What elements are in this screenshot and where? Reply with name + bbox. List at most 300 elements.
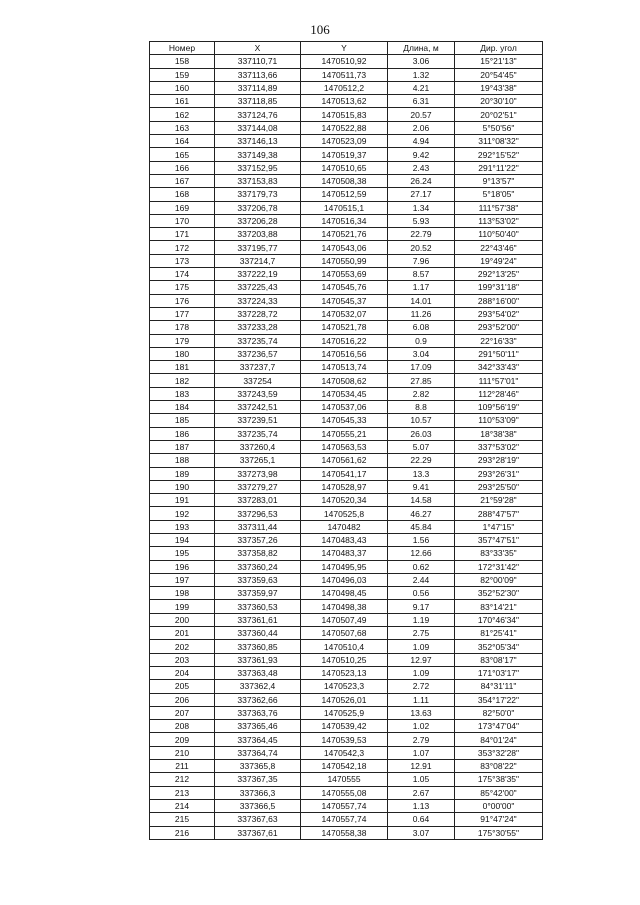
- cell-direction-angle: 83°33'35": [455, 547, 543, 560]
- cell-number: 200: [150, 613, 215, 626]
- cell-x: 337225,43: [215, 281, 301, 294]
- cell-number: 198: [150, 587, 215, 600]
- table-row: [150, 294, 543, 307]
- cell-length: 10.57: [388, 414, 455, 427]
- table-row: [150, 440, 543, 453]
- cell-number: 196: [150, 560, 215, 573]
- cell-number: 182: [150, 374, 215, 387]
- cell-y: 1470537,06: [301, 401, 388, 414]
- table-row: [150, 174, 543, 187]
- cell-x: 337206,28: [215, 214, 301, 227]
- cell-y: 1470507,49: [301, 613, 388, 626]
- cell-x: 337228,72: [215, 307, 301, 320]
- cell-number: 205: [150, 680, 215, 693]
- cell-x: 337367,63: [215, 813, 301, 826]
- cell-direction-angle: 83°14'21": [455, 600, 543, 613]
- cell-x: 337367,61: [215, 826, 301, 839]
- cell-direction-angle: 354°17'22": [455, 693, 543, 706]
- table-row: [150, 414, 543, 427]
- cell-y: 1470495,95: [301, 560, 388, 573]
- cell-number: 168: [150, 188, 215, 201]
- cell-y: 1470496,03: [301, 573, 388, 586]
- cell-x: 337254: [215, 374, 301, 387]
- cell-number: 169: [150, 201, 215, 214]
- cell-direction-angle: 175°30'55": [455, 826, 543, 839]
- cell-number: 173: [150, 254, 215, 267]
- cell-length: 20.57: [388, 108, 455, 121]
- table-row: [150, 148, 543, 161]
- cell-y: 1470512,2: [301, 81, 388, 94]
- cell-direction-angle: 15°21'13": [455, 55, 543, 68]
- cell-number: 209: [150, 733, 215, 746]
- cell-x: 337362,4: [215, 680, 301, 693]
- table-row: [150, 826, 543, 839]
- cell-x: 337283,01: [215, 494, 301, 507]
- cell-y: 1470483,37: [301, 547, 388, 560]
- cell-direction-angle: 85°42'00": [455, 786, 543, 799]
- cell-number: 175: [150, 281, 215, 294]
- cell-y: 1470520,34: [301, 494, 388, 507]
- cell-direction-angle: 5°18'05": [455, 188, 543, 201]
- cell-number: 215: [150, 813, 215, 826]
- cell-number: 189: [150, 467, 215, 480]
- table-row: [150, 334, 543, 347]
- cell-x: 337364,45: [215, 733, 301, 746]
- cell-number: 203: [150, 653, 215, 666]
- table-row: [150, 254, 543, 267]
- table-row: [150, 387, 543, 400]
- cell-length: 8.8: [388, 401, 455, 414]
- cell-number: 184: [150, 401, 215, 414]
- cell-number: 188: [150, 454, 215, 467]
- cell-length: 9.17: [388, 600, 455, 613]
- cell-length: 1.07: [388, 746, 455, 759]
- cell-y: 1470541,17: [301, 467, 388, 480]
- cell-y: 1470553,69: [301, 268, 388, 281]
- cell-x: 337149,38: [215, 148, 301, 161]
- cell-y: 1470498,45: [301, 587, 388, 600]
- cell-length: 1.02: [388, 720, 455, 733]
- cell-x: 337361,93: [215, 653, 301, 666]
- cell-number: 167: [150, 174, 215, 187]
- coordinates-table: [149, 41, 543, 840]
- table-header: [150, 42, 543, 55]
- cell-length: 2.67: [388, 786, 455, 799]
- cell-y: 1470543,06: [301, 241, 388, 254]
- cell-direction-angle: 22°16'33": [455, 334, 543, 347]
- cell-number: 216: [150, 826, 215, 839]
- cell-x: 337357,26: [215, 533, 301, 546]
- table-row: [150, 201, 543, 214]
- table-row: [150, 480, 543, 493]
- table-row: [150, 161, 543, 174]
- cell-y: 1470510,4: [301, 640, 388, 653]
- cell-x: 337359,97: [215, 587, 301, 600]
- cell-y: 1470563,53: [301, 440, 388, 453]
- cell-x: 337366,3: [215, 786, 301, 799]
- table-row: [150, 81, 543, 94]
- cell-y: 1470525,9: [301, 706, 388, 719]
- table-row: [150, 347, 543, 360]
- cell-number: 180: [150, 347, 215, 360]
- cell-y: 1470519,37: [301, 148, 388, 161]
- cell-y: 1470558,38: [301, 826, 388, 839]
- cell-x: 337239,51: [215, 414, 301, 427]
- cell-number: 212: [150, 773, 215, 786]
- cell-y: 1470557,74: [301, 813, 388, 826]
- cell-x: 337222,19: [215, 268, 301, 281]
- cell-direction-angle: 19°49'24": [455, 254, 543, 267]
- cell-length: 12.91: [388, 760, 455, 773]
- cell-y: 1470532,07: [301, 307, 388, 320]
- cell-length: 1.13: [388, 799, 455, 812]
- table-row: [150, 786, 543, 799]
- cell-number: 185: [150, 414, 215, 427]
- cell-x: 337273,98: [215, 467, 301, 480]
- cell-number: 213: [150, 786, 215, 799]
- cell-number: 208: [150, 720, 215, 733]
- cell-number: 193: [150, 520, 215, 533]
- cell-x: 337360,85: [215, 640, 301, 653]
- cell-number: 171: [150, 228, 215, 241]
- cell-direction-angle: 199°31'18": [455, 281, 543, 294]
- cell-length: 2.75: [388, 627, 455, 640]
- cell-length: 3.04: [388, 347, 455, 360]
- cell-x: 337206,78: [215, 201, 301, 214]
- cell-length: 12.97: [388, 653, 455, 666]
- cell-x: 337235,74: [215, 427, 301, 440]
- cell-number: 172: [150, 241, 215, 254]
- table-row: [150, 374, 543, 387]
- table-row: [150, 401, 543, 414]
- table-row: [150, 68, 543, 81]
- cell-length: 14.01: [388, 294, 455, 307]
- table-row: [150, 773, 543, 786]
- cell-length: 8.57: [388, 268, 455, 281]
- cell-length: 14.58: [388, 494, 455, 507]
- cell-y: 1470516,56: [301, 347, 388, 360]
- cell-direction-angle: 0°00'00": [455, 799, 543, 812]
- cell-number: 179: [150, 334, 215, 347]
- cell-length: 3.06: [388, 55, 455, 68]
- cell-length: 1.05: [388, 773, 455, 786]
- cell-x: 337364,74: [215, 746, 301, 759]
- cell-y: 1470542,18: [301, 760, 388, 773]
- cell-direction-angle: 292°13'25": [455, 268, 543, 281]
- cell-x: 337279,27: [215, 480, 301, 493]
- cell-y: 1470523,13: [301, 666, 388, 679]
- table-row: [150, 533, 543, 546]
- cell-direction-angle: 352°52'30": [455, 587, 543, 600]
- cell-number: 191: [150, 494, 215, 507]
- cell-number: 211: [150, 760, 215, 773]
- cell-length: 1.32: [388, 68, 455, 81]
- cell-direction-angle: 21°59'28": [455, 494, 543, 507]
- table-row: [150, 653, 543, 666]
- cell-direction-angle: 113°53'02": [455, 214, 543, 227]
- table-row: [150, 281, 543, 294]
- cell-x: 337311,44: [215, 520, 301, 533]
- cell-x: 337153,83: [215, 174, 301, 187]
- cell-direction-angle: 81°25'41": [455, 627, 543, 640]
- cell-number: 186: [150, 427, 215, 440]
- table-row: [150, 613, 543, 626]
- header-y: Y: [301, 42, 388, 55]
- cell-direction-angle: 288°16'00": [455, 294, 543, 307]
- cell-x: 337233,28: [215, 321, 301, 334]
- cell-number: 165: [150, 148, 215, 161]
- cell-number: 199: [150, 600, 215, 613]
- cell-x: 337118,85: [215, 95, 301, 108]
- cell-length: 13.63: [388, 706, 455, 719]
- cell-length: 2.43: [388, 161, 455, 174]
- table-body: [150, 55, 543, 840]
- cell-x: 337360,53: [215, 600, 301, 613]
- page-number: 106: [310, 22, 330, 37]
- table-row: [150, 241, 543, 254]
- table-row: [150, 520, 543, 533]
- table-row: [150, 640, 543, 653]
- cell-number: 159: [150, 68, 215, 81]
- cell-number: 206: [150, 693, 215, 706]
- header-direction-angle: Дир. угол: [455, 42, 543, 55]
- cell-direction-angle: 83°08'17": [455, 653, 543, 666]
- table-row: [150, 121, 543, 134]
- cell-length: 22.29: [388, 454, 455, 467]
- cell-number: 207: [150, 706, 215, 719]
- cell-direction-angle: 111°57'38": [455, 201, 543, 214]
- cell-direction-angle: 22°43'46": [455, 241, 543, 254]
- table-row: [150, 188, 543, 201]
- cell-y: 1470482: [301, 520, 388, 533]
- cell-length: 27.85: [388, 374, 455, 387]
- table-row: [150, 573, 543, 586]
- cell-x: 337360,44: [215, 627, 301, 640]
- cell-y: 1470507,68: [301, 627, 388, 640]
- cell-y: 1470510,25: [301, 653, 388, 666]
- table-row: [150, 720, 543, 733]
- cell-y: 1470515,83: [301, 108, 388, 121]
- cell-length: 2.82: [388, 387, 455, 400]
- cell-length: 26.24: [388, 174, 455, 187]
- cell-x: 337360,24: [215, 560, 301, 573]
- cell-x: 337260,4: [215, 440, 301, 453]
- cell-direction-angle: 292°15'52": [455, 148, 543, 161]
- table-row: [150, 454, 543, 467]
- cell-number: 183: [150, 387, 215, 400]
- cell-y: 1470534,45: [301, 387, 388, 400]
- table-row: [150, 55, 543, 68]
- cell-number: 197: [150, 573, 215, 586]
- table-row: [150, 321, 543, 334]
- cell-direction-angle: 291°11'22": [455, 161, 543, 174]
- cell-x: 337361,61: [215, 613, 301, 626]
- cell-number: 210: [150, 746, 215, 759]
- header-number: Номер: [150, 42, 215, 55]
- cell-number: 195: [150, 547, 215, 560]
- cell-length: 2.79: [388, 733, 455, 746]
- cell-x: 337146,13: [215, 135, 301, 148]
- cell-length: 1.11: [388, 693, 455, 706]
- cell-length: 6.08: [388, 321, 455, 334]
- table-row: [150, 427, 543, 440]
- cell-direction-angle: 357°47'51": [455, 533, 543, 546]
- cell-x: 337242,51: [215, 401, 301, 414]
- header-row: [150, 42, 543, 55]
- table-row: [150, 760, 543, 773]
- cell-length: 12.66: [388, 547, 455, 560]
- cell-y: 1470525,8: [301, 507, 388, 520]
- cell-x: 337110,71: [215, 55, 301, 68]
- cell-direction-angle: 84°01'24": [455, 733, 543, 746]
- table-row: [150, 268, 543, 281]
- cell-y: 1470539,42: [301, 720, 388, 733]
- cell-direction-angle: 82°50'0": [455, 706, 543, 719]
- cell-direction-angle: 352°05'34": [455, 640, 543, 653]
- cell-length: 0.56: [388, 587, 455, 600]
- cell-direction-angle: 1°47'15": [455, 520, 543, 533]
- cell-length: 4.94: [388, 135, 455, 148]
- table-row: [150, 799, 543, 812]
- cell-x: 337363,76: [215, 706, 301, 719]
- cell-y: 1470511,73: [301, 68, 388, 81]
- cell-y: 1470516,22: [301, 334, 388, 347]
- cell-length: 22.79: [388, 228, 455, 241]
- cell-length: 0.9: [388, 334, 455, 347]
- cell-x: 337362,66: [215, 693, 301, 706]
- cell-length: 20.52: [388, 241, 455, 254]
- cell-length: 11.26: [388, 307, 455, 320]
- cell-length: 0.64: [388, 813, 455, 826]
- cell-y: 1470513,62: [301, 95, 388, 108]
- cell-y: 1470513,74: [301, 361, 388, 374]
- cell-y: 1470545,76: [301, 281, 388, 294]
- cell-number: 201: [150, 627, 215, 640]
- cell-x: 337296,53: [215, 507, 301, 520]
- cell-x: 337179,73: [215, 188, 301, 201]
- cell-number: 158: [150, 55, 215, 68]
- cell-length: 3.07: [388, 826, 455, 839]
- cell-direction-angle: 171°03'17": [455, 666, 543, 679]
- cell-number: 176: [150, 294, 215, 307]
- cell-y: 1470539,53: [301, 733, 388, 746]
- table-row: [150, 307, 543, 320]
- cell-length: 27.17: [388, 188, 455, 201]
- cell-number: 166: [150, 161, 215, 174]
- cell-y: 1470550,99: [301, 254, 388, 267]
- cell-y: 1470523,3: [301, 680, 388, 693]
- table-row: [150, 746, 543, 759]
- cell-x: 337243,59: [215, 387, 301, 400]
- table-row: [150, 733, 543, 746]
- table-row: [150, 587, 543, 600]
- cell-direction-angle: 9°13'57": [455, 174, 543, 187]
- cell-x: 337203,88: [215, 228, 301, 241]
- cell-number: 202: [150, 640, 215, 653]
- table-row: [150, 467, 543, 480]
- cell-y: 1470521,76: [301, 228, 388, 241]
- table-row: [150, 666, 543, 679]
- cell-length: 2.44: [388, 573, 455, 586]
- cell-direction-angle: 109°56'19": [455, 401, 543, 414]
- cell-number: 174: [150, 268, 215, 281]
- cell-x: 337152,95: [215, 161, 301, 174]
- cell-length: 1.56: [388, 533, 455, 546]
- cell-x: 337195,77: [215, 241, 301, 254]
- cell-direction-angle: 112°28'46": [455, 387, 543, 400]
- cell-length: 26.03: [388, 427, 455, 440]
- cell-direction-angle: 20°54'45": [455, 68, 543, 81]
- cell-x: 337224,33: [215, 294, 301, 307]
- cell-x: 337237,7: [215, 361, 301, 374]
- table-row: [150, 560, 543, 573]
- table-row: [150, 108, 543, 121]
- cell-length: 1.19: [388, 613, 455, 626]
- cell-direction-angle: 110°53'09": [455, 414, 543, 427]
- cell-number: 161: [150, 95, 215, 108]
- cell-direction-angle: 20°30'10": [455, 95, 543, 108]
- cell-x: 337359,63: [215, 573, 301, 586]
- table-row: [150, 693, 543, 706]
- cell-y: 1470483,43: [301, 533, 388, 546]
- cell-x: 337214,7: [215, 254, 301, 267]
- table-row: [150, 600, 543, 613]
- cell-x: 337265,1: [215, 454, 301, 467]
- cell-direction-angle: 288°47'57": [455, 507, 543, 520]
- cell-number: 194: [150, 533, 215, 546]
- cell-length: 7.96: [388, 254, 455, 267]
- cell-direction-angle: 293°28'19": [455, 454, 543, 467]
- cell-length: 9.42: [388, 148, 455, 161]
- cell-y: 1470545,37: [301, 294, 388, 307]
- cell-y: 1470555,21: [301, 427, 388, 440]
- cell-x: 337144,08: [215, 121, 301, 134]
- cell-direction-angle: 82°00'09": [455, 573, 543, 586]
- cell-number: 181: [150, 361, 215, 374]
- cell-y: 1470542,3: [301, 746, 388, 759]
- cell-number: 214: [150, 799, 215, 812]
- cell-x: 337235,74: [215, 334, 301, 347]
- cell-x: 337366,5: [215, 799, 301, 812]
- cell-x: 337365,8: [215, 760, 301, 773]
- cell-y: 1470523,09: [301, 135, 388, 148]
- cell-length: 9.41: [388, 480, 455, 493]
- cell-number: 190: [150, 480, 215, 493]
- cell-y: 1470498,38: [301, 600, 388, 613]
- table-row: [150, 135, 543, 148]
- cell-length: 1.09: [388, 666, 455, 679]
- cell-y: 1470515,1: [301, 201, 388, 214]
- cell-direction-angle: 83°08'22": [455, 760, 543, 773]
- cell-x: 337363,48: [215, 666, 301, 679]
- cell-direction-angle: 293°26'31": [455, 467, 543, 480]
- cell-x: 337114,89: [215, 81, 301, 94]
- cell-length: 17.09: [388, 361, 455, 374]
- cell-y: 1470508,38: [301, 174, 388, 187]
- cell-number: 204: [150, 666, 215, 679]
- cell-length: 46.27: [388, 507, 455, 520]
- table-row: [150, 547, 543, 560]
- cell-y: 1470528,97: [301, 480, 388, 493]
- cell-number: 178: [150, 321, 215, 334]
- cell-number: 164: [150, 135, 215, 148]
- cell-y: 1470516,34: [301, 214, 388, 227]
- cell-direction-angle: 337°53'02": [455, 440, 543, 453]
- table-row: [150, 494, 543, 507]
- cell-direction-angle: 175°38'35": [455, 773, 543, 786]
- cell-direction-angle: 353°32'28": [455, 746, 543, 759]
- table-row: [150, 706, 543, 719]
